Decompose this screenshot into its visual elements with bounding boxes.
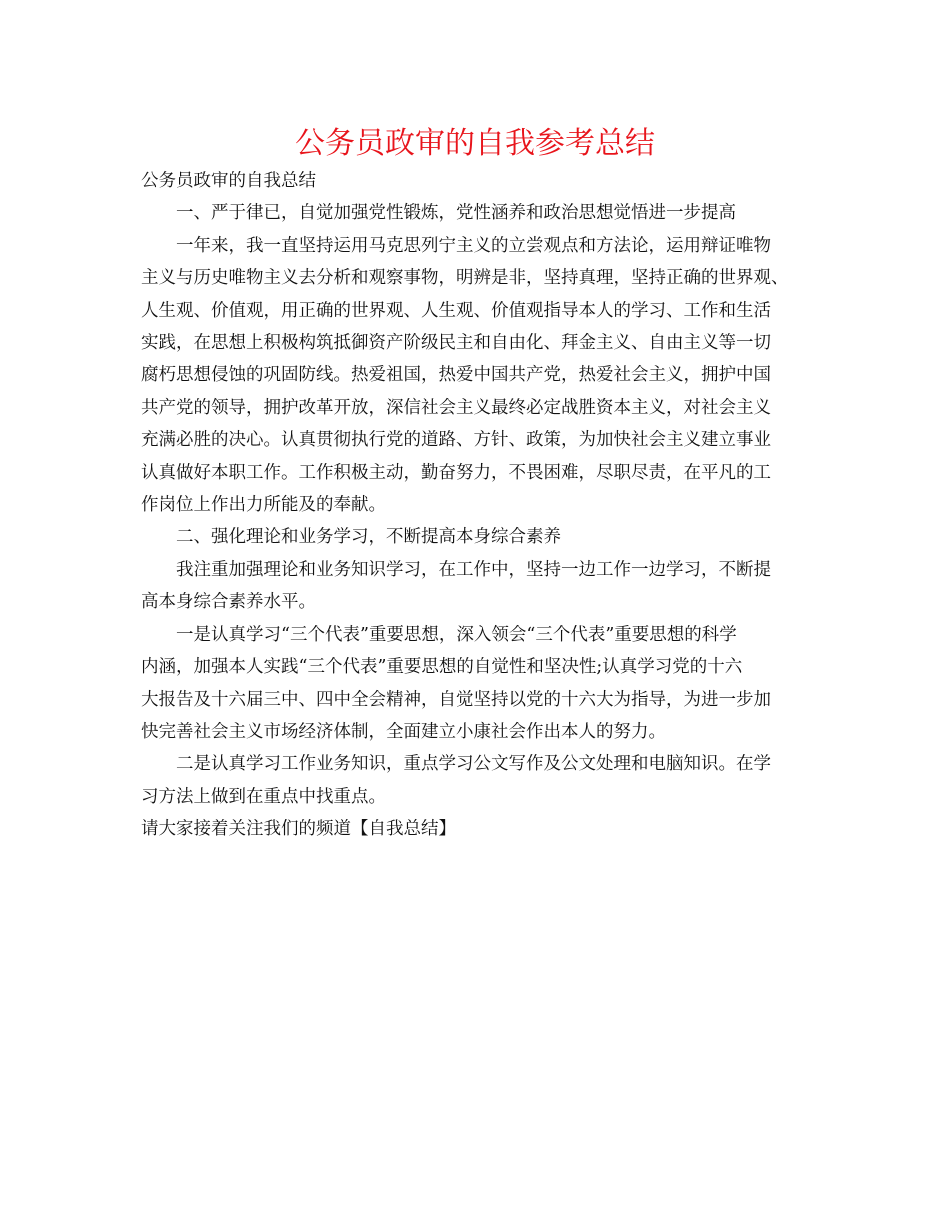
document-body [141,165,821,846]
text-line: 我注重加强理论和业务知识学习，在工作中，坚持一边工作一边学习，不断提 [176,559,771,580]
text-line: 二是认真学习工作业务知识，重点学习公文写作及公文处理和电脑知识。在学 [176,754,771,775]
text-line: 内涵，加强本人实践“三个代表”重要思想的自觉性和坚决性;认真学习党的十六 [141,657,743,678]
text-line: 一是认真学习“三个代表”重要思想，深入领会“三个代表”重要思想的科学 [176,624,737,645]
text-line: 公务员政审的自我总结 [141,171,316,191]
section-heading: 二、强化理论和业务学习，不断提高本身综合素养 [176,527,561,548]
text-line: 人生观、价值观，用正确的世界观、人生观、价值观指导本人的学习、工作和生活 [141,300,771,321]
text-line: 实践，在思想上积极构筑抵御资产阶级民主和自由化、拜金主义、自由主义等一切 [141,333,771,354]
text-line: 共产党的领导，拥护改革开放，深信社会主义最终必定战胜资本主义，对社会主义 [141,397,771,418]
text-line: 高本身综合素养水平。 [141,592,316,613]
text-line: 主义与历史唯物主义去分析和观察事物，明辨是非，坚持真理，坚持正确的世界观、 [141,268,789,289]
text-line: 认真做好本职工作。工作积极主动，勤奋努力，不畏困难，尽职尽责，在平凡的工 [141,462,771,483]
footer-note: 请大家接着关注我们的频道【自我总结】 [141,819,456,840]
text-line: 习方法上做到在重点中找重点。 [141,786,386,807]
section-heading: 一、严于律已，自觉加强党性锻炼，党性涵养和政治思想觉悟进一步提高 [176,203,736,224]
text-line: 一年来，我一直坚持运用马克思列宁主义的立尝观点和方法论，运用辩证唯物 [176,235,771,256]
text-line: 大报告及十六届三中、四中全会精神，自觉坚持以党的十六大为指导，为进一步加 [141,689,771,710]
text-line: 腐朽思想侵蚀的巩固防线。热爱祖国，热爱中国共产党，热爱社会主义，拥护中国 [141,365,771,386]
text-line: 充满必胜的决心。认真贯彻执行党的道路、方针、政策，为加快社会主义建立事业 [141,430,771,451]
text-line: 作岗位上作出力所能及的奉献。 [141,495,386,516]
document-title: 公务员政审的自我参考总结 [295,126,655,161]
text-line: 快完善社会主义市场经济体制，全面建立小康社会作出本人的努力。 [141,721,666,742]
